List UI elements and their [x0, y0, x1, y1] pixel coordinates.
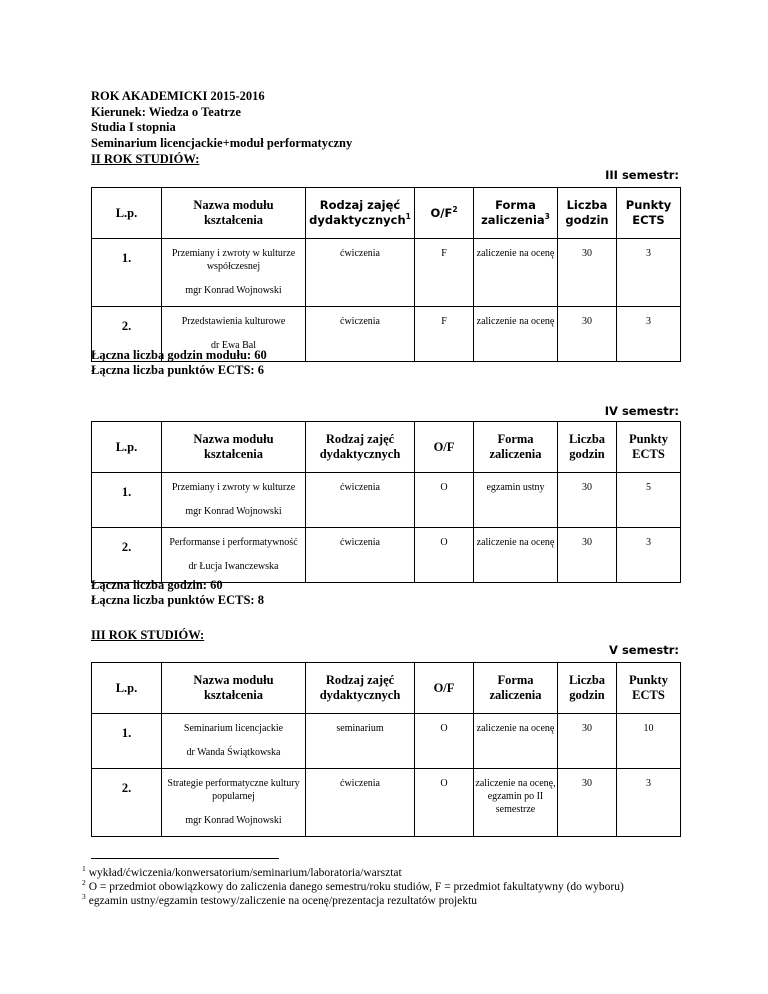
- col-ects: Punkty ECTS: [617, 663, 681, 714]
- year-3-heading: III ROK STUDIÓW:: [91, 628, 205, 642]
- semester-3-summary: [91, 348, 267, 377]
- academic-year: ROK AKADEMICKI 2015-2016: [91, 89, 265, 103]
- semester-5-table: [91, 662, 681, 837]
- assessment-form: zaliczenie na ocenę: [476, 316, 555, 327]
- ects: 3: [646, 778, 651, 789]
- table-row: [92, 239, 681, 307]
- year-2-heading: II ROK STUDIÓW:: [91, 152, 200, 166]
- field-of-study: Kierunek: Wiedza o Teatrze: [91, 104, 241, 119]
- class-type: ćwiczenia: [340, 537, 380, 548]
- hours: 30: [582, 316, 592, 327]
- teacher-name: dr Wanda Świątkowska: [186, 747, 281, 758]
- footnotes: [82, 864, 680, 908]
- obligatory-flag: O: [440, 778, 448, 789]
- assessment-form: zaliczenie na ocenę: [476, 248, 555, 259]
- class-type: ćwiczenia: [340, 482, 380, 493]
- total-hours: Łączna liczba godzin: 60: [91, 578, 223, 592]
- semester-5-heading: V semestr:: [609, 643, 679, 657]
- ects: 3: [646, 316, 651, 327]
- module-name: Performanse i performatywność: [169, 537, 298, 548]
- col-module-name: Nazwa modułu kształcenia: [162, 188, 306, 239]
- table-row: [92, 769, 681, 837]
- hours: 30: [582, 482, 592, 493]
- program-title: Seminarium licencjackie+moduł performatyczny: [91, 135, 353, 150]
- col-of: $O/F^2$: [415, 188, 474, 239]
- document-header: [91, 89, 352, 151]
- hours: 30: [582, 537, 592, 548]
- col-assessment-form: Forma zaliczenia: [474, 422, 558, 473]
- total-ects: Łączna liczba punktów ECTS: 8: [91, 592, 264, 607]
- ects: 3: [646, 537, 651, 548]
- hours: 30: [582, 778, 592, 789]
- footnote-3: $^3$ egzamin ustny/egzamin testowy/zaliczenie na ocenę/prezentacja rezultatów projektu: [82, 892, 478, 907]
- hours: 30: [582, 248, 592, 259]
- semester-4-table: [91, 421, 681, 583]
- hours: 30: [582, 723, 592, 734]
- table-row: [92, 473, 681, 528]
- assessment-form: egzamin ustny: [486, 482, 545, 493]
- obligatory-flag: O: [440, 537, 448, 548]
- col-class-type: Rodzaj zajęć dydaktycznych: [306, 663, 415, 714]
- col-ects: Punkty ECTS: [617, 422, 681, 473]
- semester-3-table: [91, 187, 681, 362]
- module-name: Przedstawienia kulturowe: [181, 316, 286, 327]
- obligatory-flag: O: [440, 482, 448, 493]
- col-module-name: Nazwa modułu kształcenia: [162, 663, 306, 714]
- module-name-cell: [162, 239, 306, 307]
- col-lp: L.p.: [92, 422, 162, 473]
- col-class-type: Rodzaj zajęć dydaktycznych: [306, 422, 415, 473]
- teacher-name: mgr Konrad Wojnowski: [185, 285, 282, 296]
- total-ects: Łączna liczba punktów ECTS: 6: [91, 362, 264, 377]
- row-number: 2.: [92, 307, 162, 362]
- row-number: 2.: [92, 769, 162, 837]
- row-number: 1.: [92, 239, 162, 307]
- module-name: Strategie performatyczne kultury popularnej: [167, 778, 300, 802]
- module-name-cell: [162, 769, 306, 837]
- table-row: [92, 714, 681, 769]
- footnote-1: $^1$ wykład/ćwiczenia/konwersatorium/seminarium/laboratoria/warsztat: [82, 864, 402, 879]
- ects: 3: [646, 248, 651, 259]
- teacher-name: dr Ewa Bal: [211, 340, 256, 351]
- module-name-cell: [162, 473, 306, 528]
- row-number: 1.: [92, 714, 162, 769]
- col-hours: Liczba godzin: [558, 188, 617, 239]
- study-level: Studia I stopnia: [91, 120, 176, 134]
- col-hours: Liczba godzin: [558, 663, 617, 714]
- teacher-name: mgr Konrad Wojnowski: [185, 506, 282, 517]
- col-lp: L.p.: [92, 663, 162, 714]
- col-ects: Punkty ECTS: [617, 188, 681, 239]
- obligatory-flag: O: [440, 723, 448, 734]
- assessment-form: zaliczenie na ocenę: [476, 537, 555, 548]
- teacher-name: mgr Konrad Wojnowski: [185, 815, 282, 826]
- col-hours: Liczba godzin: [558, 422, 617, 473]
- obligatory-flag: F: [441, 248, 447, 259]
- module-name-cell: [162, 714, 306, 769]
- obligatory-flag: F: [441, 316, 447, 327]
- col-assessment-form: Forma zaliczenia: [474, 663, 558, 714]
- semester-4-heading: IV semestr:: [604, 404, 679, 418]
- col-module-name: Nazwa modułu kształcenia: [162, 422, 306, 473]
- col-lp: L.p.: [92, 188, 162, 239]
- table-header-row: [92, 188, 681, 239]
- class-type: seminarium: [336, 723, 384, 734]
- footnote-2: $^2$ O = przedmiot obowiązkowy do zaliczenia danego semestru/roku studiów, F = przedmiot fakultatywny (do wyboru): [82, 878, 624, 893]
- col-of: O/F: [415, 663, 474, 714]
- row-number: 2.: [92, 528, 162, 583]
- col-class-type: Rodzaj zajęć dydaktycznych$^1$: [306, 188, 415, 239]
- class-type: ćwiczenia: [340, 316, 380, 327]
- table-header-row: [92, 663, 681, 714]
- assessment-form: zaliczenie na ocenę: [476, 723, 555, 734]
- module-name: Seminarium licencjackie: [183, 723, 284, 734]
- table-row: [92, 528, 681, 583]
- module-name: Przemiany i zwroty w kulturze: [171, 482, 296, 493]
- semester-4-summary: [91, 578, 264, 607]
- semester-3-heading: III semestr:: [605, 168, 679, 182]
- assessment-form: zaliczenie na ocenę, egzamin po II semestrze: [475, 778, 556, 815]
- ects: 10: [643, 723, 654, 734]
- footnote-separator: [91, 858, 279, 859]
- ects: 5: [646, 482, 651, 493]
- module-name-cell: [162, 528, 306, 583]
- module-name: Przemiany i zwroty w kulturze współczesnej: [171, 248, 296, 272]
- table-header-row: [92, 422, 681, 473]
- total-hours: Łączna liczba godzin modułu: 60: [91, 348, 267, 362]
- class-type: ćwiczenia: [340, 248, 380, 259]
- teacher-name: dr Łucja Iwanczewska: [188, 561, 279, 572]
- col-of: O/F: [415, 422, 474, 473]
- class-type: ćwiczenia: [340, 778, 380, 789]
- col-assessment-form: Forma zaliczenia$^3$: [474, 188, 558, 239]
- row-number: 1.: [92, 473, 162, 528]
